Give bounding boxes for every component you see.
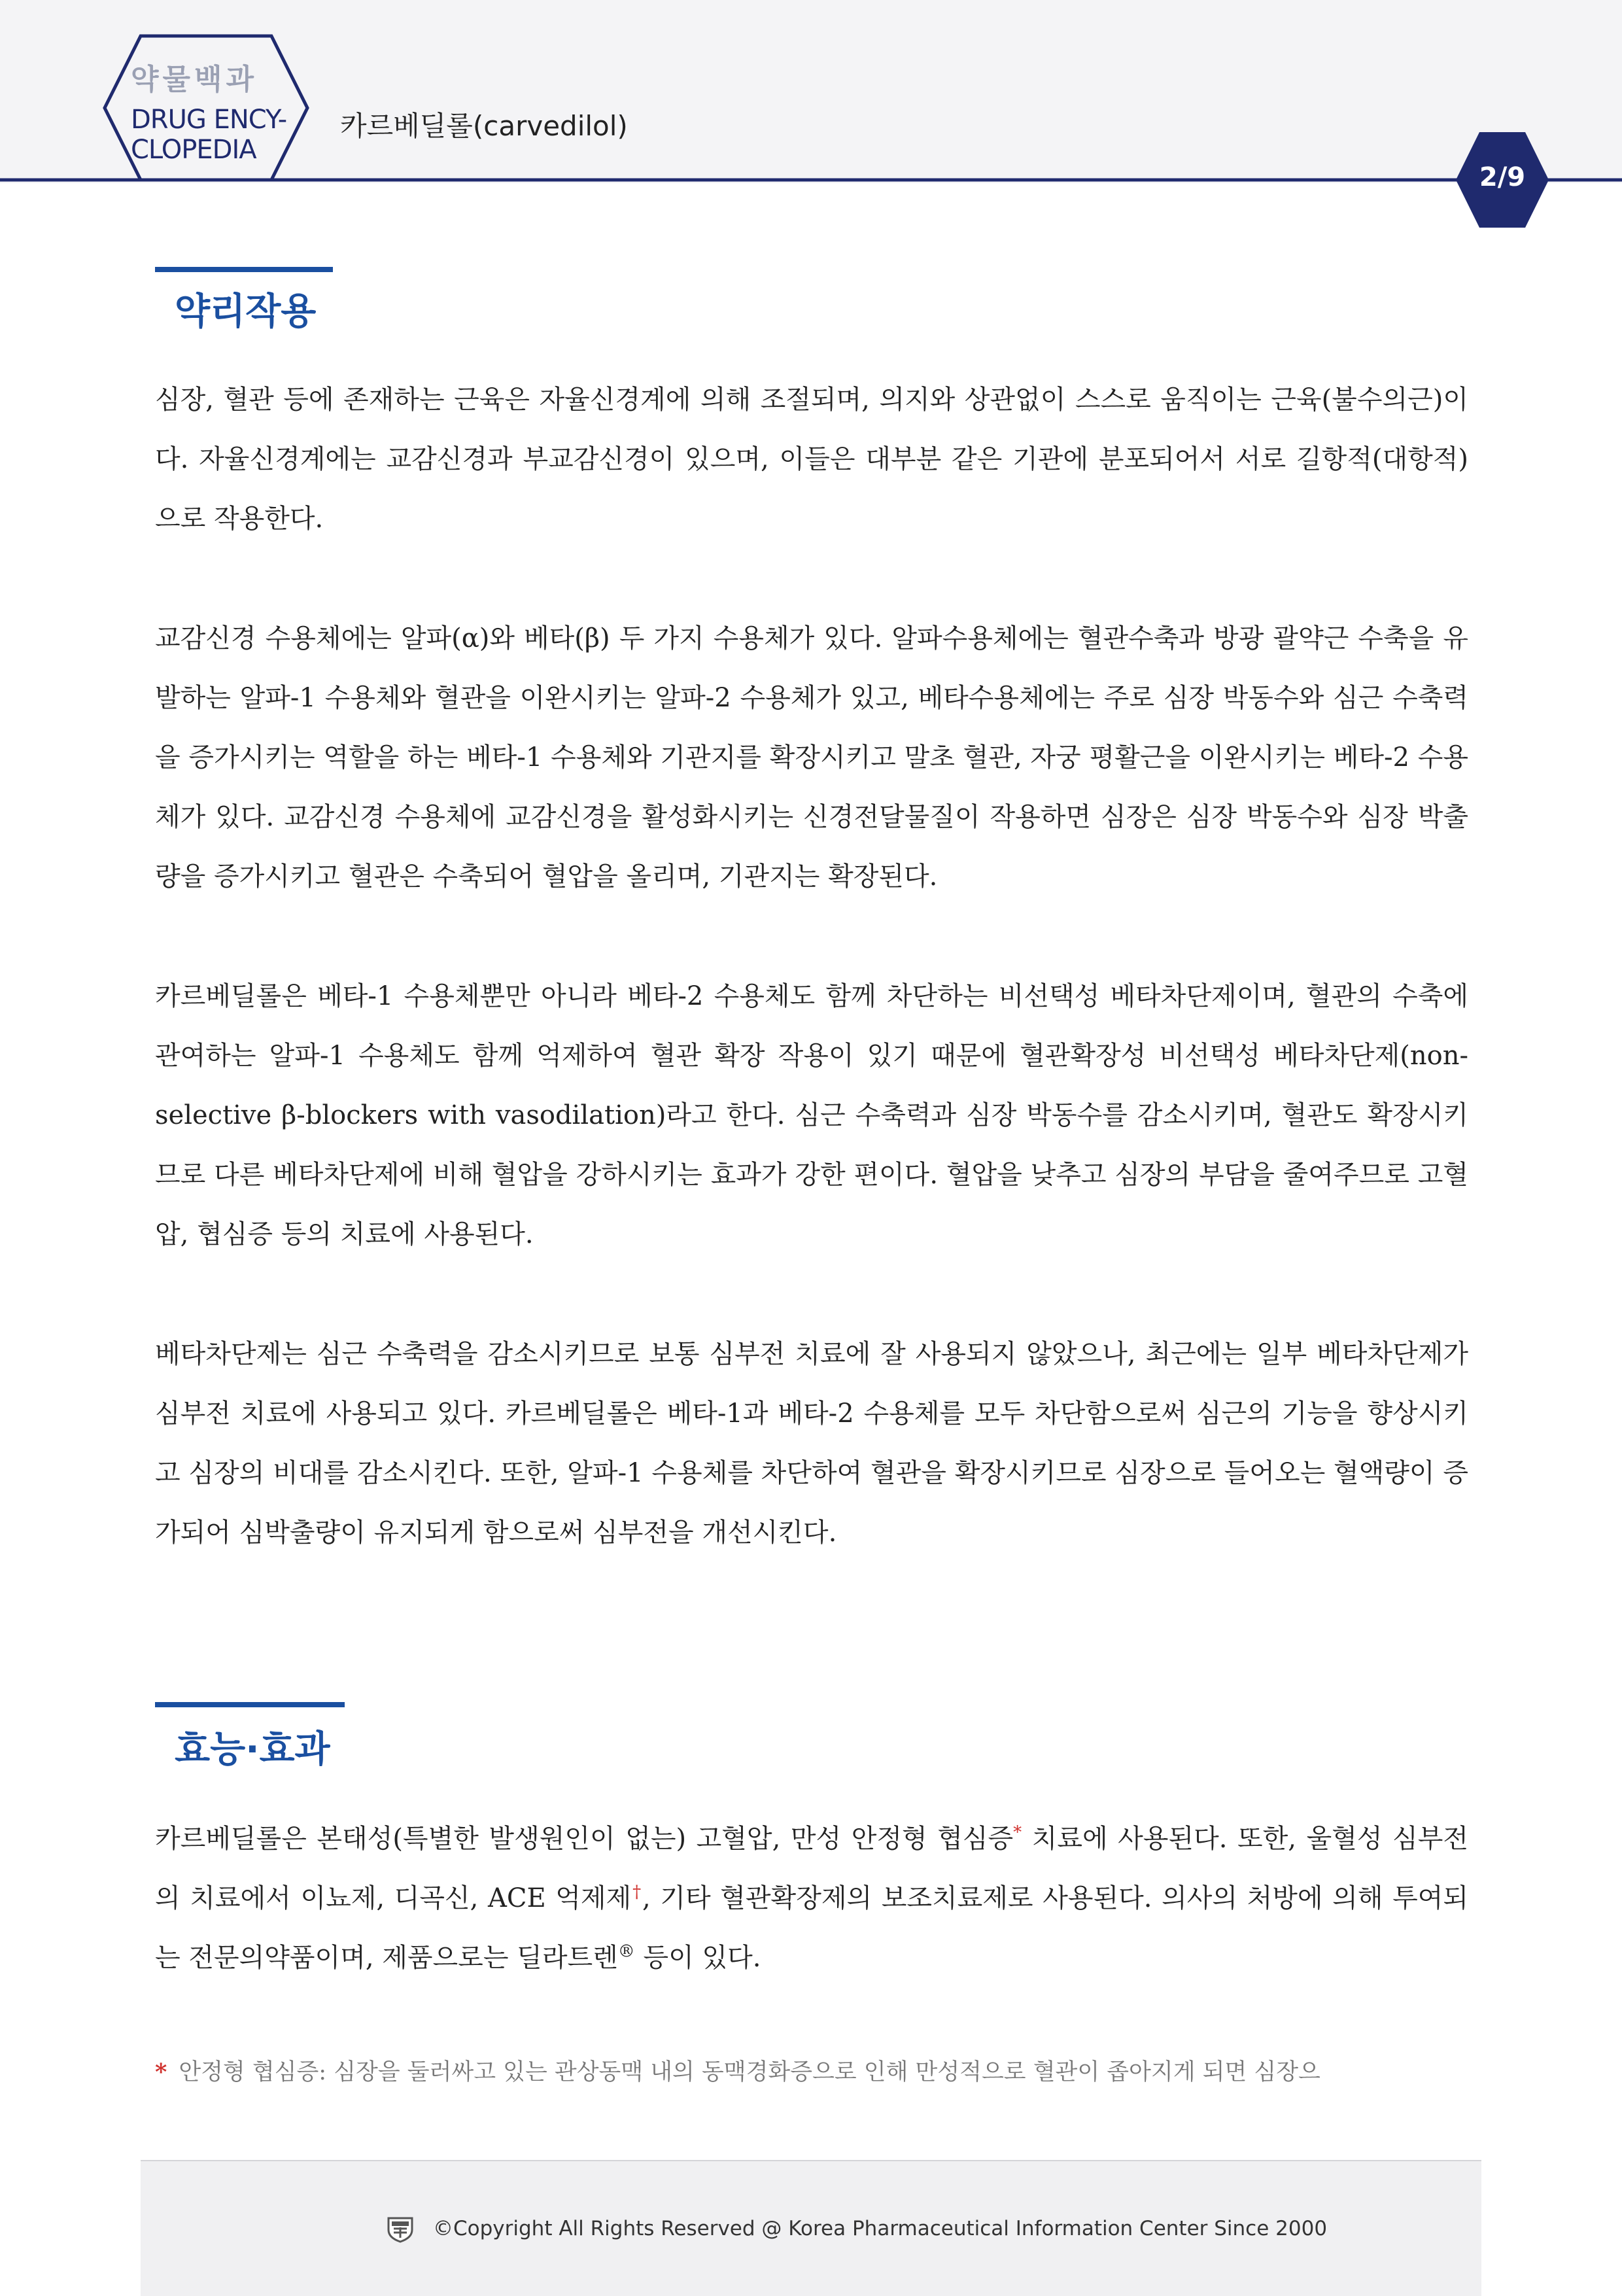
paragraph: 교감신경 수용체에는 알파(α)와 베타(β) 두 가지 수용체가 있다. 알파수용체에는 혈관수축과 방광 괄약근 수축을 유발하는 알파-1 수용체와 혈관을 이완시키는 알파-2 수용체가 있고, 베타수용체에는 주로 심장 박동수와 심근 수축력을 증가시키는 역할을 하는 베타-1 수용체와 기관지를 확장시키고 말초 혈관, 자궁 평활근을 이완시키는 베타-2 수용체가 있다. 교감신경 수용체에 교감신경을 활성화시키는 신경전달물질이 작용하면 심장은 심장 박동수와 심장 박출량을 증가시키고 혈관은 수축되어 혈압을 올리며, 기관지는 확장된다. [155,623,1468,892]
text-run: 카르베딜롤은 본태성(특별한 발생원인이 없는) 고혈압, 만성 안정형 협심증 [155,1824,1014,1854]
efficacy-body [155,1809,1468,1988]
paragraph: 베타차단제는 심근 수축력을 감소시키므로 보통 심부전 치료에 잘 사용되지 않았으나, 최근에는 일부 베타차단제가 심부전 치료에 사용되고 있다. 카르베딜롤은 베타-1과 베타-2 수용체를 모두 차단함으로써 심근의 기능을 향상시키고 심장의 비대를 감소시킨다. 또한, 알파-1 수용체를 차단하여 혈관을 확장시키므로 심장으로 들어오는 혈액량이 증가되어 심박출량이 유지되게 함으로써 심부전을 개선시킨다. [155,1339,1468,1548]
text-run: 치료에 사용된다. 또한, 울혈성 심부전의 치료에서 이뇨제, 디곡신, ACE 억제제 [155,1824,1468,1913]
kpic-shield-icon [386,2214,415,2243]
section-bar-pharmacology [155,267,333,272]
logo-english-line2: CLOPEDIA [131,135,256,165]
text-run: 등이 있다. [634,1943,761,1973]
registered-mark: ® [617,1941,635,1962]
footnote [155,2054,1468,2087]
copyright-text: ©Copyright All Rights Reserved @ Korea Pharmaceutical Information Center Since 2000 [433,2217,1328,2240]
footnote-marker-dagger: † [631,1882,643,1902]
logo-english-line1: DRUG ENCY- [131,105,287,135]
footnote-text: 안정형 협심증: 심장을 둘러싸고 있는 관상동맥 내의 동맥경화증으로 인해 만성적으로 혈관이 좁아지게 되면 심장으 [179,2059,1320,2085]
section-title-pharmacology: 약리작용 [175,290,317,333]
paragraph [155,1809,1468,1988]
logo-korean: 약물백과 [131,63,258,96]
footnote-star: * [155,2059,167,2085]
section-title-efficacy: 효능·효과 [175,1728,330,1771]
footer [386,2214,1327,2243]
text-run: , 기타 혈관확장제의 보조치료제로 사용된다. 의사의 처방에 의해 투여되는 전문의약품이며, 제품으로는 딜라트렌 [155,1883,1469,1973]
paragraph: 카르베딜롤은 베타-1 수용체뿐만 아니라 베타-2 수용체도 함께 차단하는 비선택성 베타차단제이며, 혈관의 수축에 관여하는 알파-1 수용체도 함께 억제하여 혈관 확장 작용이 있기 때문에 혈관확장성 비선택성 베타차단제(non-selective β-blockers with vasodilation)라고 한다. 심근 수축력과 심장 박동수를 감소시키며, 혈관도 확장시키므로 다른 베타차단제에 비해 혈압을 강하시키는 효과가 강한 편이다. 혈압을 낮추고 심장의 부담을 줄여주므로 고혈압, 협심증 등의 치료에 사용된다. [155,981,1468,1249]
page-number: 2/9 [1479,162,1526,192]
footnote-marker-asterisk: * [1013,1822,1022,1843]
paragraph: 심장, 혈관 등에 존재하는 근육은 자율신경계에 의해 조절되며, 의지와 상관없이 스스로 움직이는 근육(불수의근)이다. 자율신경계에는 교감신경과 부교감신경이 있으며, 이들은 대부분 같은 기관에 분포되어서 서로 길항적(대항적)으로 작용한다. [155,385,1468,534]
document-title: 카르베딜롤(carvedilol) [340,110,628,142]
section-bar-efficacy [155,1702,345,1707]
pharmacology-body [155,370,1468,1563]
logo [131,65,286,165]
